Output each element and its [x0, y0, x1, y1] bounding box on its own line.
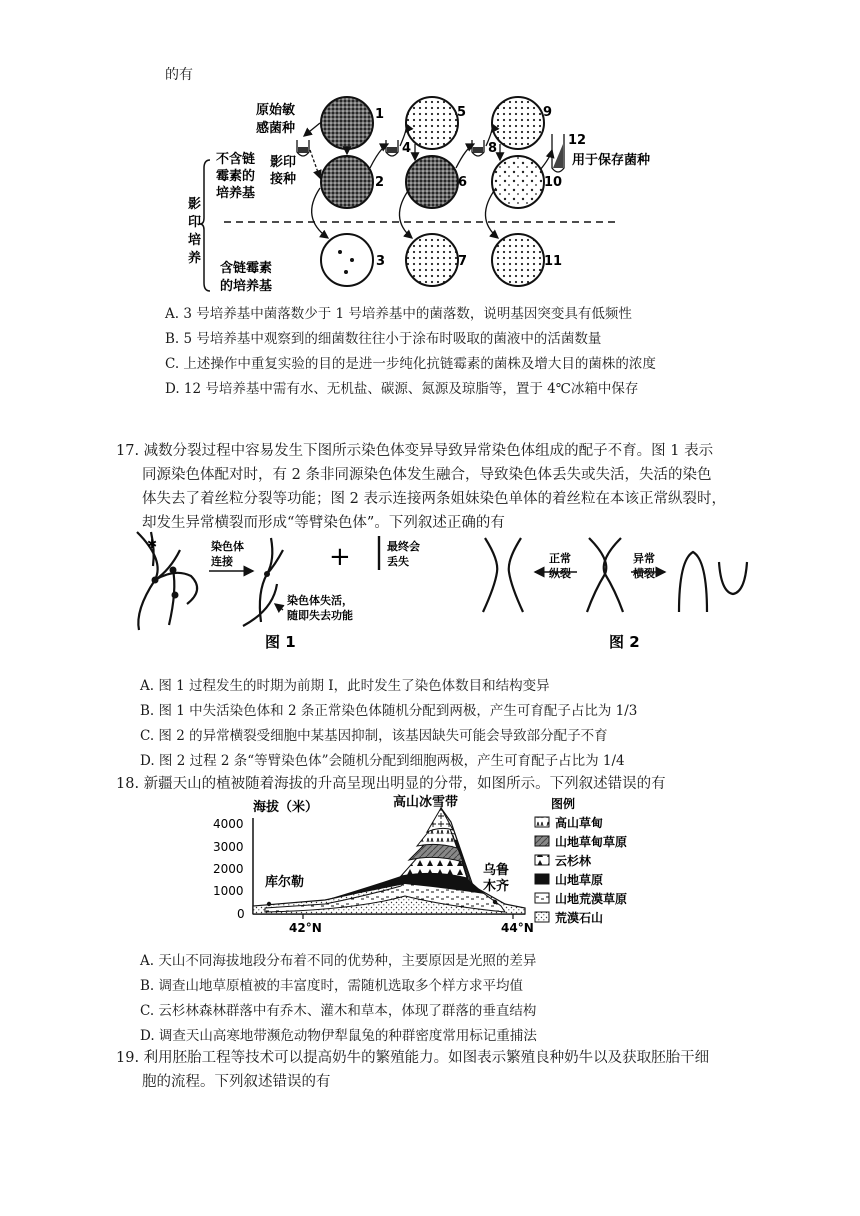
centromere — [172, 592, 179, 599]
city-marker — [267, 902, 271, 906]
q17-option-a: A. 图 1 过程发生的时期为前期 I，此时发生了染色体数目和结构变异 — [140, 678, 550, 694]
right-city-label-1: 乌鲁 — [483, 863, 510, 878]
arrow-icon — [540, 150, 552, 170]
label-side-3: 培 — [188, 233, 202, 248]
plate-7 — [406, 234, 458, 286]
num-2: 2 — [375, 175, 385, 190]
legend-title: 图例 — [551, 797, 576, 811]
plate-3 — [321, 234, 373, 286]
label-lost-2: 丢失 — [387, 555, 409, 568]
chromosome-variation-figure — [125, 530, 765, 660]
tube-liquid-icon — [298, 147, 308, 153]
num-3: 3 — [376, 254, 386, 269]
legend-label: 荒漠石山 — [555, 911, 604, 925]
label-lost-1: 最终会 — [387, 540, 420, 553]
plus-icon: + — [329, 542, 351, 572]
q16-tail: 的有 — [165, 67, 193, 83]
q17-line-2: 同源染色体配对时，有 2 条非同源染色体发生融合，导致染色体丢失或失活，失活的染色 — [142, 467, 712, 483]
label-with-strep-2: 的培养基 — [220, 279, 273, 294]
chromosome-curve — [587, 538, 606, 612]
plate-1 — [321, 97, 373, 149]
label-with-strep-1: 含链霉素 — [220, 261, 273, 276]
num-4: 4 — [402, 141, 412, 156]
label-side-4: 养 — [188, 251, 202, 266]
arrow-icon — [456, 144, 474, 168]
centromere — [170, 567, 177, 574]
q17-line-4: 却发生异常横裂而形成“等臂染色体”。下列叙述正确的有 — [142, 515, 505, 531]
plate-9 — [492, 97, 544, 149]
legend-swatch — [535, 874, 549, 884]
legend-label: 高山草甸 — [555, 816, 604, 830]
q18-option-c: C. 云杉林森林群落中有乔木、灌木和草本，体现了群落的垂直结构 — [140, 1003, 537, 1019]
y-axis-label: 海拔（米） — [253, 800, 319, 815]
q17-line-3: 体失去了着丝粒分裂等功能；图 2 表示连接两条姐妹染色单体的着丝粒在本该正常纵裂时， — [142, 491, 726, 507]
colony-dot — [344, 270, 348, 274]
city-marker — [493, 900, 497, 904]
q16-option-a: A. 3 号培养基中菌落数少于 1 号培养基中的菌落数，说明基因突变具有低频性 — [165, 306, 632, 322]
q17-option-d: D. 图 2 过程 2 条“等臂染色体”会随机分配到细胞两极，产生可育配子占比为 1/4 — [140, 753, 625, 769]
q19-line-2: 胞的流程。下列叙述错误的有 — [142, 1074, 331, 1090]
replica-plating-figure — [160, 88, 651, 298]
label-no-strep-1: 不含链 — [216, 152, 256, 167]
chromosome-curve — [267, 550, 283, 574]
plate-11 — [492, 234, 544, 286]
label-connect-1: 染色体 — [211, 540, 244, 553]
isochromosome-cup — [719, 562, 747, 594]
tianshan-vegetation-figure — [205, 796, 665, 944]
q17-option-c: C. 图 2 的异常横裂受细胞中某基因抑制，该基因缺失可能会导致部分配子不育 — [140, 728, 608, 744]
colony-dot — [338, 250, 342, 254]
q18-option-a: A. 天山不同海拔地段分布着不同的优势种，主要原因是光照的差异 — [140, 953, 537, 969]
chromosome-curve — [155, 550, 180, 580]
label-keep: 用于保存菌种 — [572, 153, 651, 168]
left-city-label: 库尔勒 — [265, 875, 305, 890]
q16-option-b: B. 5 号培养基中观察到的细菌数往往小于涂布时吸取的菌液中的活菌数量 — [165, 331, 602, 347]
arrow-icon — [370, 144, 388, 168]
q19-line-1: 19. 利用胚胎工程等技术可以提高奶牛的繁殖能力。如图表示繁殖良种奶牛以及获取胚胎干细 — [116, 1050, 710, 1066]
x-tick: 44°N — [501, 921, 534, 935]
label-original-2: 感菌种 — [256, 121, 296, 136]
label-no-strep-2: 霉素的 — [216, 169, 256, 184]
label-inactive-1: 染色体失活， — [287, 594, 353, 607]
right-city-label-2: 木齐 — [483, 879, 510, 894]
q17-line-1: 17. 减数分裂过程中容易发生下图所示染色体变异导致异常染色体组成的配子不育。图 1 表示 — [116, 443, 714, 459]
label-connect-2: 连接 — [211, 555, 233, 568]
plate-10 — [492, 156, 544, 208]
colony-dot — [350, 258, 354, 262]
label-inactive-2: 随即失去功能 — [287, 609, 353, 622]
q16-option-d: D. 12 号培养基中需有水、无机盐、碳源、氮源及琼脂等，置于 4℃冰箱中保存 — [165, 381, 639, 397]
plate-6 — [406, 156, 458, 208]
q18-option-d: D. 调查天山高寒地带濒危动物伊犁鼠兔的种群密度常用标记重捕法 — [140, 1028, 537, 1044]
q16-option-c: C. 上述操作中重复实验的目的是进一步纯化抗链霉素的菌株及增大目的菌株的浓度 — [165, 356, 656, 372]
label-side-2: 印 — [188, 215, 202, 230]
label-side-1: 影 — [188, 197, 202, 212]
label-no-strep-3: 培养基 — [216, 186, 256, 201]
num-9: 9 — [543, 105, 553, 120]
y-tick: 2000 — [213, 862, 244, 876]
label-normal-1: 正常 — [549, 552, 571, 565]
peak-label: 高山冰雪带 — [393, 795, 459, 810]
legend-swatch — [535, 855, 549, 865]
label-original-1: 原始敏 — [256, 103, 296, 118]
num-7: 7 — [458, 254, 468, 269]
legend-swatch — [535, 836, 549, 846]
star-icon: ✱ — [147, 537, 158, 551]
y-tick: 1000 — [213, 884, 244, 898]
layer-mountain-desert-steppe — [265, 832, 505, 912]
num-1: 1 — [375, 107, 385, 122]
label-abnormal-1: 异常 — [633, 552, 655, 565]
brace-icon — [200, 160, 210, 291]
arrow-icon — [275, 604, 283, 610]
q18-line: 18. 新疆天山的植被随着海拔的升高呈现出明显的分带，如图所示。下列叙述错误的有 — [116, 776, 666, 792]
label-normal-2: 纵裂 — [549, 567, 571, 580]
label-replica-1: 影印 — [270, 155, 297, 170]
label-replica-2: 接种 — [270, 172, 297, 187]
q18-option-b: B. 调查山地草原植被的丰富度时，需随机选取多个样方求平均值 — [140, 978, 524, 994]
chromosome-curve — [509, 538, 523, 612]
y-tick: 0 — [237, 907, 245, 921]
y-tick: 4000 — [213, 817, 244, 831]
plate-2 — [321, 156, 373, 208]
tube-4-liquid-icon — [387, 147, 397, 153]
legend-swatch — [535, 893, 549, 903]
num-8: 8 — [488, 141, 498, 156]
x-tick: 42°N — [289, 921, 322, 935]
centromere — [264, 571, 270, 577]
chromosome-curve — [604, 538, 623, 612]
num-11: 11 — [544, 254, 563, 269]
legend-label: 云杉林 — [555, 854, 592, 868]
chromosome-curve — [483, 538, 497, 612]
fig1-caption: 图 1 — [265, 633, 296, 651]
num-5: 5 — [457, 105, 467, 120]
legend-label: 山地荒漠草原 — [555, 892, 628, 906]
label-abnormal-2: 横裂 — [633, 567, 655, 580]
arrow-icon — [304, 123, 320, 136]
legend-label: 山地草甸草原 — [555, 835, 628, 849]
legend-label: 山地草原 — [555, 873, 604, 887]
legend-swatch — [535, 912, 549, 922]
tube-8-liquid-icon — [473, 147, 483, 153]
centromere — [152, 577, 159, 584]
isochromosome-arch — [679, 552, 707, 612]
fig2-caption: 图 2 — [609, 633, 640, 651]
plate-5 — [406, 97, 458, 149]
num-6: 6 — [458, 175, 468, 190]
arrow-icon — [310, 150, 320, 178]
chromosome-curve — [155, 573, 197, 604]
num-10: 10 — [544, 175, 563, 190]
num-12: 12 — [568, 133, 587, 148]
y-tick: 3000 — [213, 840, 244, 854]
q17-option-b: B. 图 1 中失活染色体和 2 条正常染色体随机分配到两极，产生可育配子占比为 1/3 — [140, 703, 638, 719]
legend-swatch — [535, 817, 549, 827]
